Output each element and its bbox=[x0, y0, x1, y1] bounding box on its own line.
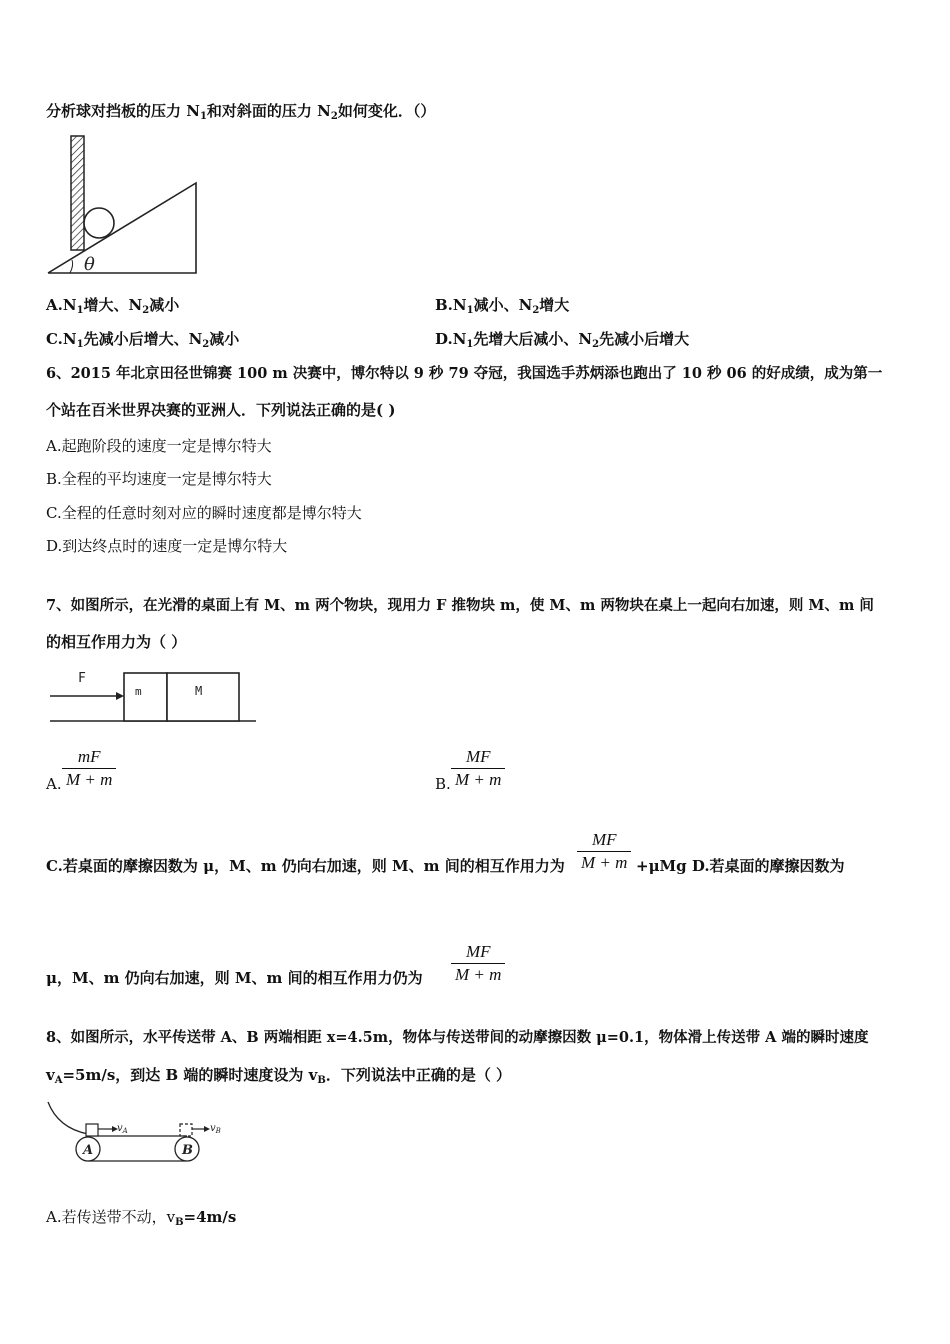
force-arrow-head bbox=[116, 692, 124, 700]
q7-option-c-tail: +μMg D.若桌面的摩擦因数为 bbox=[636, 857, 845, 875]
blocks-figure bbox=[46, 664, 261, 726]
q6-option-d[interactable]: D.到达终点时的速度一定是博尔特大 bbox=[46, 537, 288, 555]
block-m bbox=[124, 673, 167, 721]
q5-option-d[interactable]: $D.N_1$先增大后减小、$N_2$先减小后增大 bbox=[435, 330, 690, 350]
object-at-a bbox=[86, 1124, 98, 1136]
theta-label: θ bbox=[84, 254, 95, 275]
velocity-b-label: $v_B$ bbox=[210, 1123, 221, 1135]
q6-stem-line2: 个站在百米世界决赛的亚洲人．下列说法正确的是( ) bbox=[46, 401, 396, 419]
baffle-plate bbox=[71, 136, 84, 250]
q7-option-b-label[interactable]: B. bbox=[435, 775, 451, 793]
incline-ball-figure bbox=[44, 133, 204, 278]
velocity-a-label: $v_A$ bbox=[117, 1123, 128, 1135]
q8-option-a[interactable]: A.若传送带不动，$v_B=4m/s$ bbox=[46, 1208, 237, 1228]
q7-option-d-fraction: MF M + m bbox=[451, 941, 505, 986]
q5-stem: 分析球对挡板的压力 $N_1$和对斜面的压力 $N_2$如何变化．（） bbox=[46, 102, 436, 122]
block-M bbox=[167, 673, 239, 721]
block-m-label: m bbox=[135, 685, 142, 698]
q7-stem-line2: 的相互作用力为（ ） bbox=[46, 633, 187, 651]
angle-arc bbox=[70, 260, 73, 273]
q6-option-a[interactable]: A.起跑阶段的速度一定是博尔特大 bbox=[46, 437, 272, 455]
q6-stem-line1: 6、2015 年北京田径世锦赛 100 m 决赛中，博尔特以 9 秒 79 夺冠，我国选手苏炳添也跑出了 10 秒 06 的好成绩，成为第一 bbox=[46, 365, 883, 382]
q7-stem-line1: 7、如图所示，在光滑的桌面上有 M、m 两个物块，现用力 F 推物块 m，使 M、m 两物块在桌上一起向右加速，则 M、m 间 bbox=[46, 597, 874, 614]
q8-stem-line2: $v_A=5m/s$，到达 B 端的瞬时速度设为 $v_B$．下列说法中正确的是（ ） bbox=[46, 1066, 512, 1086]
pulley-b-label: B bbox=[182, 1143, 193, 1158]
q6-option-b[interactable]: B.全程的平均速度一定是博尔特大 bbox=[46, 470, 272, 488]
q7-option-a-label[interactable]: A. bbox=[46, 775, 62, 793]
q6-option-c[interactable]: C.全程的任意时刻对应的瞬时速度都是博尔特大 bbox=[46, 504, 362, 522]
q5-option-b[interactable]: $B.N_1$减小、$N_2$增大 bbox=[435, 296, 570, 316]
q7-option-c[interactable]: C.若桌面的摩擦因数为 μ，M、m 仍向右加速，则 M、m 间的相互作用力为 bbox=[46, 857, 565, 875]
q8-stem-line1: 8、如图所示，水平传送带 A、B 两端相距 x=4.5m，物体与传送带间的动摩擦因数 μ=0.1，物体滑上传送带 A 端的瞬时速度 bbox=[46, 1029, 869, 1046]
q5-option-a[interactable]: $A.N_1$增大、$N_2$减小 bbox=[46, 296, 180, 316]
incline-triangle bbox=[48, 183, 196, 273]
q7-option-a-fraction[interactable]: mF M + m bbox=[62, 746, 116, 791]
q7-option-b-fraction[interactable]: MF M + m bbox=[451, 746, 505, 791]
object-at-b bbox=[180, 1124, 192, 1136]
block-M-label: M bbox=[195, 684, 203, 698]
conveyor-figure bbox=[44, 1098, 234, 1168]
ball bbox=[84, 208, 114, 238]
force-label: F bbox=[78, 671, 86, 686]
incoming-slope bbox=[48, 1102, 88, 1134]
q7-option-c-fraction: MF M + m bbox=[577, 829, 631, 874]
q5-option-c[interactable]: $C.N_1$先减小后增大、$N_2$减小 bbox=[46, 330, 240, 350]
q7-option-d[interactable]: μ，M、m 仍向右加速，则 M、m 间的相互作用力仍为 bbox=[46, 969, 423, 987]
pulley-a-label: A bbox=[83, 1143, 94, 1158]
